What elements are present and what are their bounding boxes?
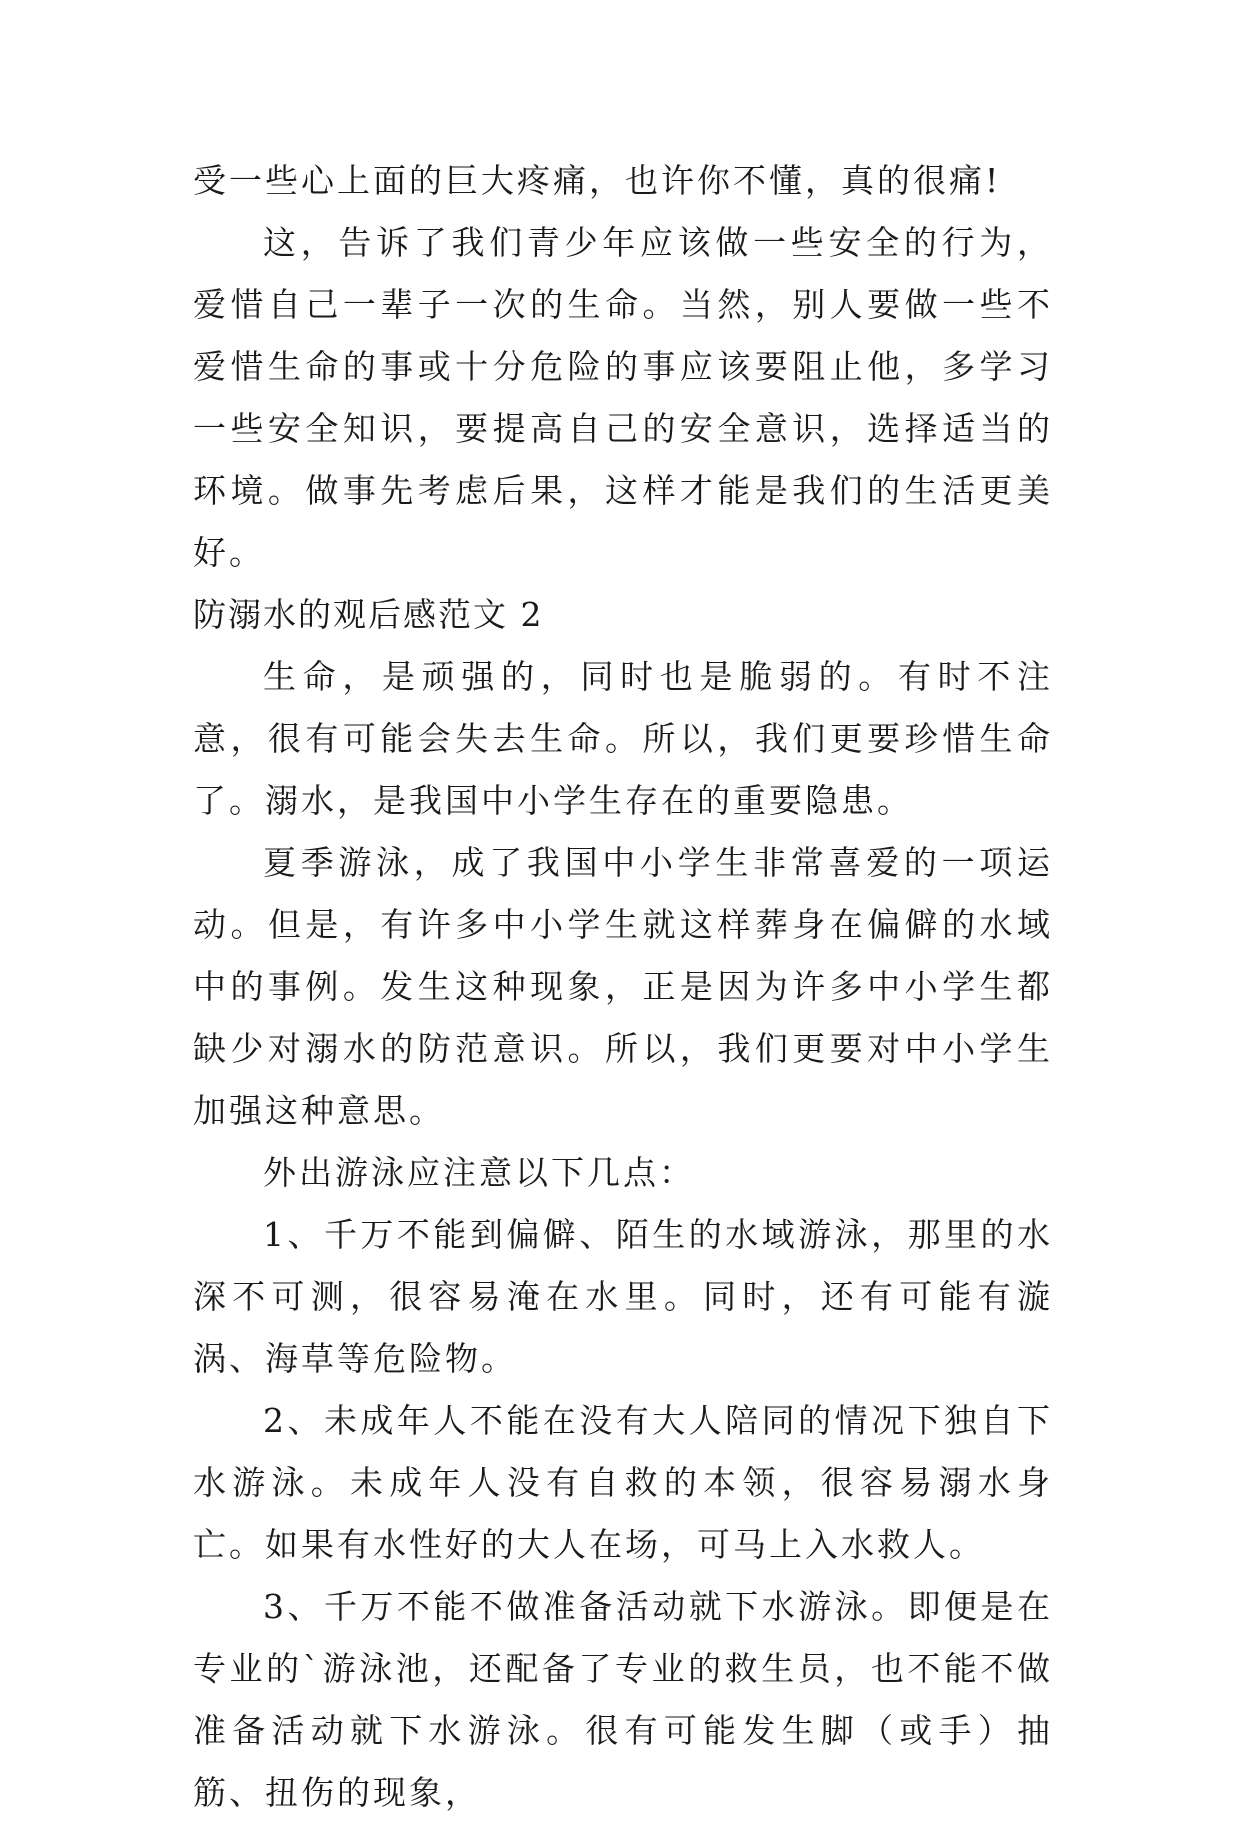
paragraph-summer-swimming: 夏季游泳，成了我国中小学生非常喜爱的一项运动。但是，有许多中小学生就这样葬身在偏僻的水域中的事例。发生这种现象，正是因为许多中小学生都缺少对溺水的防范意识。所以，我们更要对中小学生加强这种意思。 xyxy=(193,843,1053,1130)
list-item-tip-2: 2、未成年人不能在没有大人陪同的情况下独自下水游泳。未成年人没有自救的本领，很容易溺水身亡。如果有水性好的大人在场，可马上入水救人。 xyxy=(193,1401,1053,1564)
paragraph-safety-lesson: 这，告诉了我们青少年应该做一些安全的行为，爱惜自己一辈子一次的生命。当然，别人要做一些不爱惜生命的事或十分危险的事应该要阻止他，多学习一些安全知识，要提高自己的安全意识，选择适当的环境。做事先考虑后果，这样才能是我们的生活更美好。 xyxy=(193,223,1053,572)
document-body xyxy=(193,150,1053,1824)
paragraph-continuation: 受一些心上面的巨大疼痛，也许你不懂，真的很痛! xyxy=(193,161,1002,200)
list-item-tip-3: 3、千万不能不做准备活动就下水游泳。即便是在专业的`游泳池，还配备了专业的救生员，也不能不做准备活动就下水游泳。很有可能发生脚（或手）抽筋、扭伤的现象， xyxy=(193,1587,1053,1812)
section-heading: 防溺水的观后感范文 2 xyxy=(193,595,544,634)
paragraph-life-fragile: 生命，是顽强的，同时也是脆弱的。有时不注意，很有可能会失去生命。所以，我们更要珍惜生命了。溺水，是我国中小学生存在的重要隐患。 xyxy=(193,657,1053,820)
list-item-tip-1: 1、千万不能到偏僻、陌生的水域游泳，那里的水深不可测，很容易淹在水里。同时，还有可能有漩涡、海草等危险物。 xyxy=(193,1215,1053,1378)
paragraph-tips-intro: 外出游泳应注意以下几点： xyxy=(263,1153,695,1192)
